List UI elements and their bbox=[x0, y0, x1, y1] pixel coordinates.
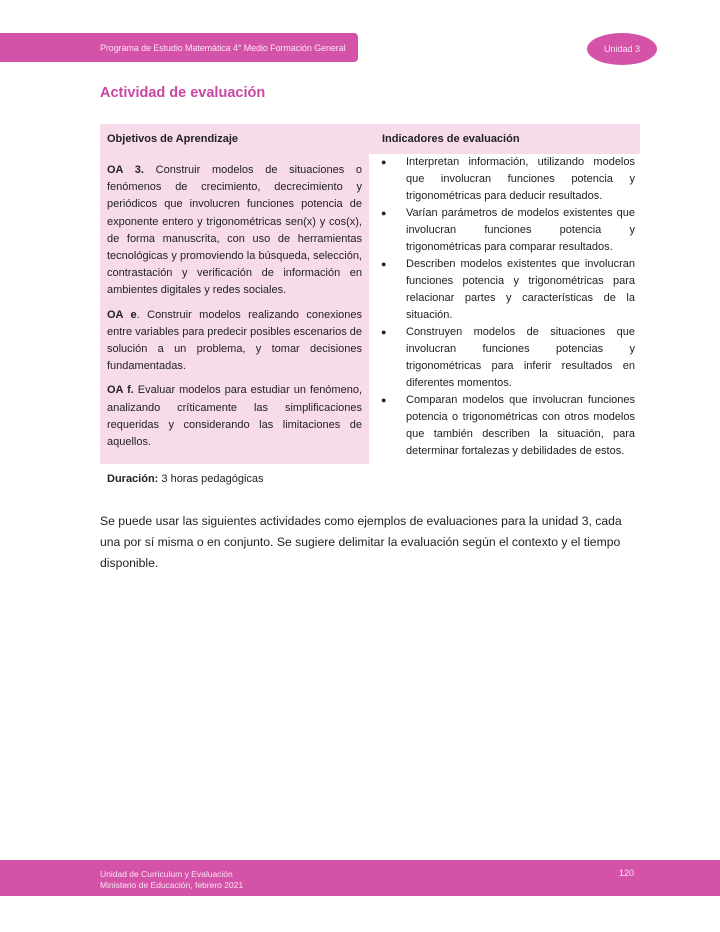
bullet-icon: ● bbox=[381, 157, 387, 167]
page-footer bbox=[0, 860, 720, 896]
objectives-cell bbox=[100, 154, 369, 464]
program-header-bar bbox=[0, 33, 358, 62]
table-body bbox=[100, 154, 640, 464]
program-title: Programa de Estudio Matemática 4° Medio Formación General bbox=[100, 42, 346, 53]
objective-code: OA 3. bbox=[107, 164, 144, 176]
duration-label: Duración: bbox=[107, 473, 159, 485]
objective-text: . Construir modelos realizando conexiones entre variables para predecir posibles escenarios de solución a un problema, y tomar decisiones fundamentadas. bbox=[107, 308, 363, 373]
objective-code: OA f. bbox=[107, 384, 134, 397]
bullet-icon: ● bbox=[381, 208, 387, 218]
table-header-row bbox=[100, 124, 640, 154]
evaluation-table bbox=[100, 124, 640, 464]
footer-line-1: Unidad de Curriculum y Evaluación bbox=[100, 869, 233, 879]
unit-badge-label: Unidad 3 bbox=[603, 44, 641, 54]
objective-text: Evaluar modelos para estudiar un fenómeno, analizando críticamente las simplificaciones requeridas y considerando las limitaciones de aquellos. bbox=[107, 384, 363, 449]
intro-paragraph: Se puede usar las siguientes actividades como ejemplos de evaluaciones para la unidad 3, cada una por sí misma o en conjunto. Se sugiere delimitar la evaluación según el contexto y el tiempo disponible. bbox=[100, 514, 622, 570]
objective-oa3 bbox=[107, 162, 362, 300]
indicators-cell bbox=[369, 154, 640, 464]
objective-code: OA e bbox=[107, 308, 137, 321]
list-item: ● Comparan modelos que involucran funciones potencia o trigonométricas con otros modelos que también describen la situación, para determinar fortalezas y debilidades de estos. bbox=[381, 394, 635, 457]
objective-oaf bbox=[107, 382, 362, 451]
duration bbox=[107, 473, 264, 485]
header-objectives: Objetivos de Aprendizaje bbox=[107, 133, 239, 145]
footer-credits bbox=[100, 869, 243, 891]
bullet-icon: ● bbox=[381, 259, 387, 269]
bullet-icon: ● bbox=[381, 327, 387, 337]
page-number: 120 bbox=[619, 868, 635, 878]
list-item: ● Construyen modelos de situaciones que involucran funciones potencias y trigonométricas para inferir resultados en diferentes momentos. bbox=[381, 326, 635, 389]
duration-value: 3 horas pedagógicas bbox=[158, 473, 264, 485]
objective-oae bbox=[107, 307, 362, 376]
footer-line-2: Ministerio de Educación, febrero 2021 bbox=[100, 880, 244, 890]
page-title: Actividad de evaluación bbox=[100, 85, 266, 101]
list-item: ● Describen modelos existentes que involucran funciones potencia y trigonométricas para relacionar partes y características de la situación. bbox=[381, 258, 635, 321]
unit-badge bbox=[587, 33, 657, 65]
list-item: ● Varían parámetros de modelos existentes que involucran funciones potencia y trigonométricas para comparar resultados. bbox=[381, 207, 635, 253]
indicators-list bbox=[369, 154, 635, 460]
bullet-icon: ● bbox=[381, 395, 387, 405]
list-item: ● Interpretan información, utilizando modelos que involucran funciones potencia y trigonométricas para deducir resultados. bbox=[381, 156, 635, 202]
header-indicators: Indicadores de evaluación bbox=[382, 133, 520, 145]
objective-text: Construir modelos de situaciones o fenómenos de crecimiento, decrecimiento y periódicos que involucren funciones potencia de exponente entero y trigonométricas sen(x) y cos(x), de forma manuscrita, con uso de herramientas tecnológicas y promoviendo la búsqueda, selección, contrastación y verificación de información en ambientes digitales y redes sociales. bbox=[107, 164, 362, 297]
